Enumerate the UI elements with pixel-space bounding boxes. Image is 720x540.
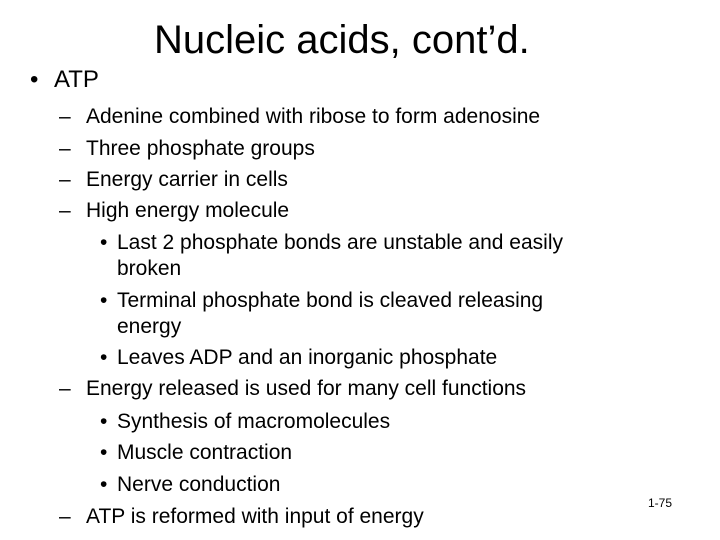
bullet-text: Nerve conduction [117,473,281,496]
bullet-energy-carrier [59,167,288,193]
bullet-unstable-bonds-continued [117,256,181,282]
bullet-text: Terminal phosphate bond is cleaved releasing [117,289,544,312]
bullet-unstable-bonds [100,230,563,256]
bullet-text: Energy carrier in cells [86,168,288,191]
bullet-text: ATP [54,66,99,93]
bullet-phosphate-groups [59,136,315,162]
bullet-marker: • [100,231,108,254]
bullet-marker: • [100,473,108,496]
bullet-text: Three phosphate groups [86,137,315,160]
dash-marker: – [59,168,71,191]
bullet-text: Energy released is used for many cell functions [86,377,527,400]
bullet-adp [100,345,497,371]
bullet-atp [30,66,99,94]
bullet-marker: • [30,66,39,93]
bullet-text: ATP is reformed with input of energy [86,505,424,528]
bullet-text: High energy molecule [86,199,290,222]
bullet-text: Muscle contraction [117,441,293,464]
bullet-text-continued: broken [117,257,182,280]
bullet-terminal-bond [100,288,543,314]
dash-marker: – [59,105,71,128]
slide-title: Nucleic acids, cont’d. [154,18,530,62]
bullet-marker: • [100,410,108,433]
bullet-adenine [59,104,540,130]
bullet-synthesis [100,409,390,435]
bullet-muscle [100,440,292,466]
bullet-nerve [100,472,280,498]
bullet-energy-released [59,376,526,402]
bullet-terminal-bond-continued [117,314,181,340]
bullet-text: Adenine combined with ribose to form adenosine [86,105,541,128]
dash-marker: – [59,199,71,222]
slide-number: 1-75 [648,496,673,510]
bullet-text: Leaves ADP and an inorganic phosphate [117,346,498,369]
bullet-marker: • [100,289,108,312]
bullet-marker: • [100,441,108,464]
bullet-text: Synthesis of macromolecules [117,410,391,433]
dash-marker: – [59,137,71,160]
bullet-text-continued: energy [117,315,182,338]
bullet-text: Last 2 phosphate bonds are unstable and easily [117,231,563,254]
dash-marker: – [59,505,71,528]
bullet-marker: • [100,346,108,369]
bullet-high-energy [59,198,289,224]
dash-marker: – [59,377,71,400]
bullet-reformed [59,504,424,530]
